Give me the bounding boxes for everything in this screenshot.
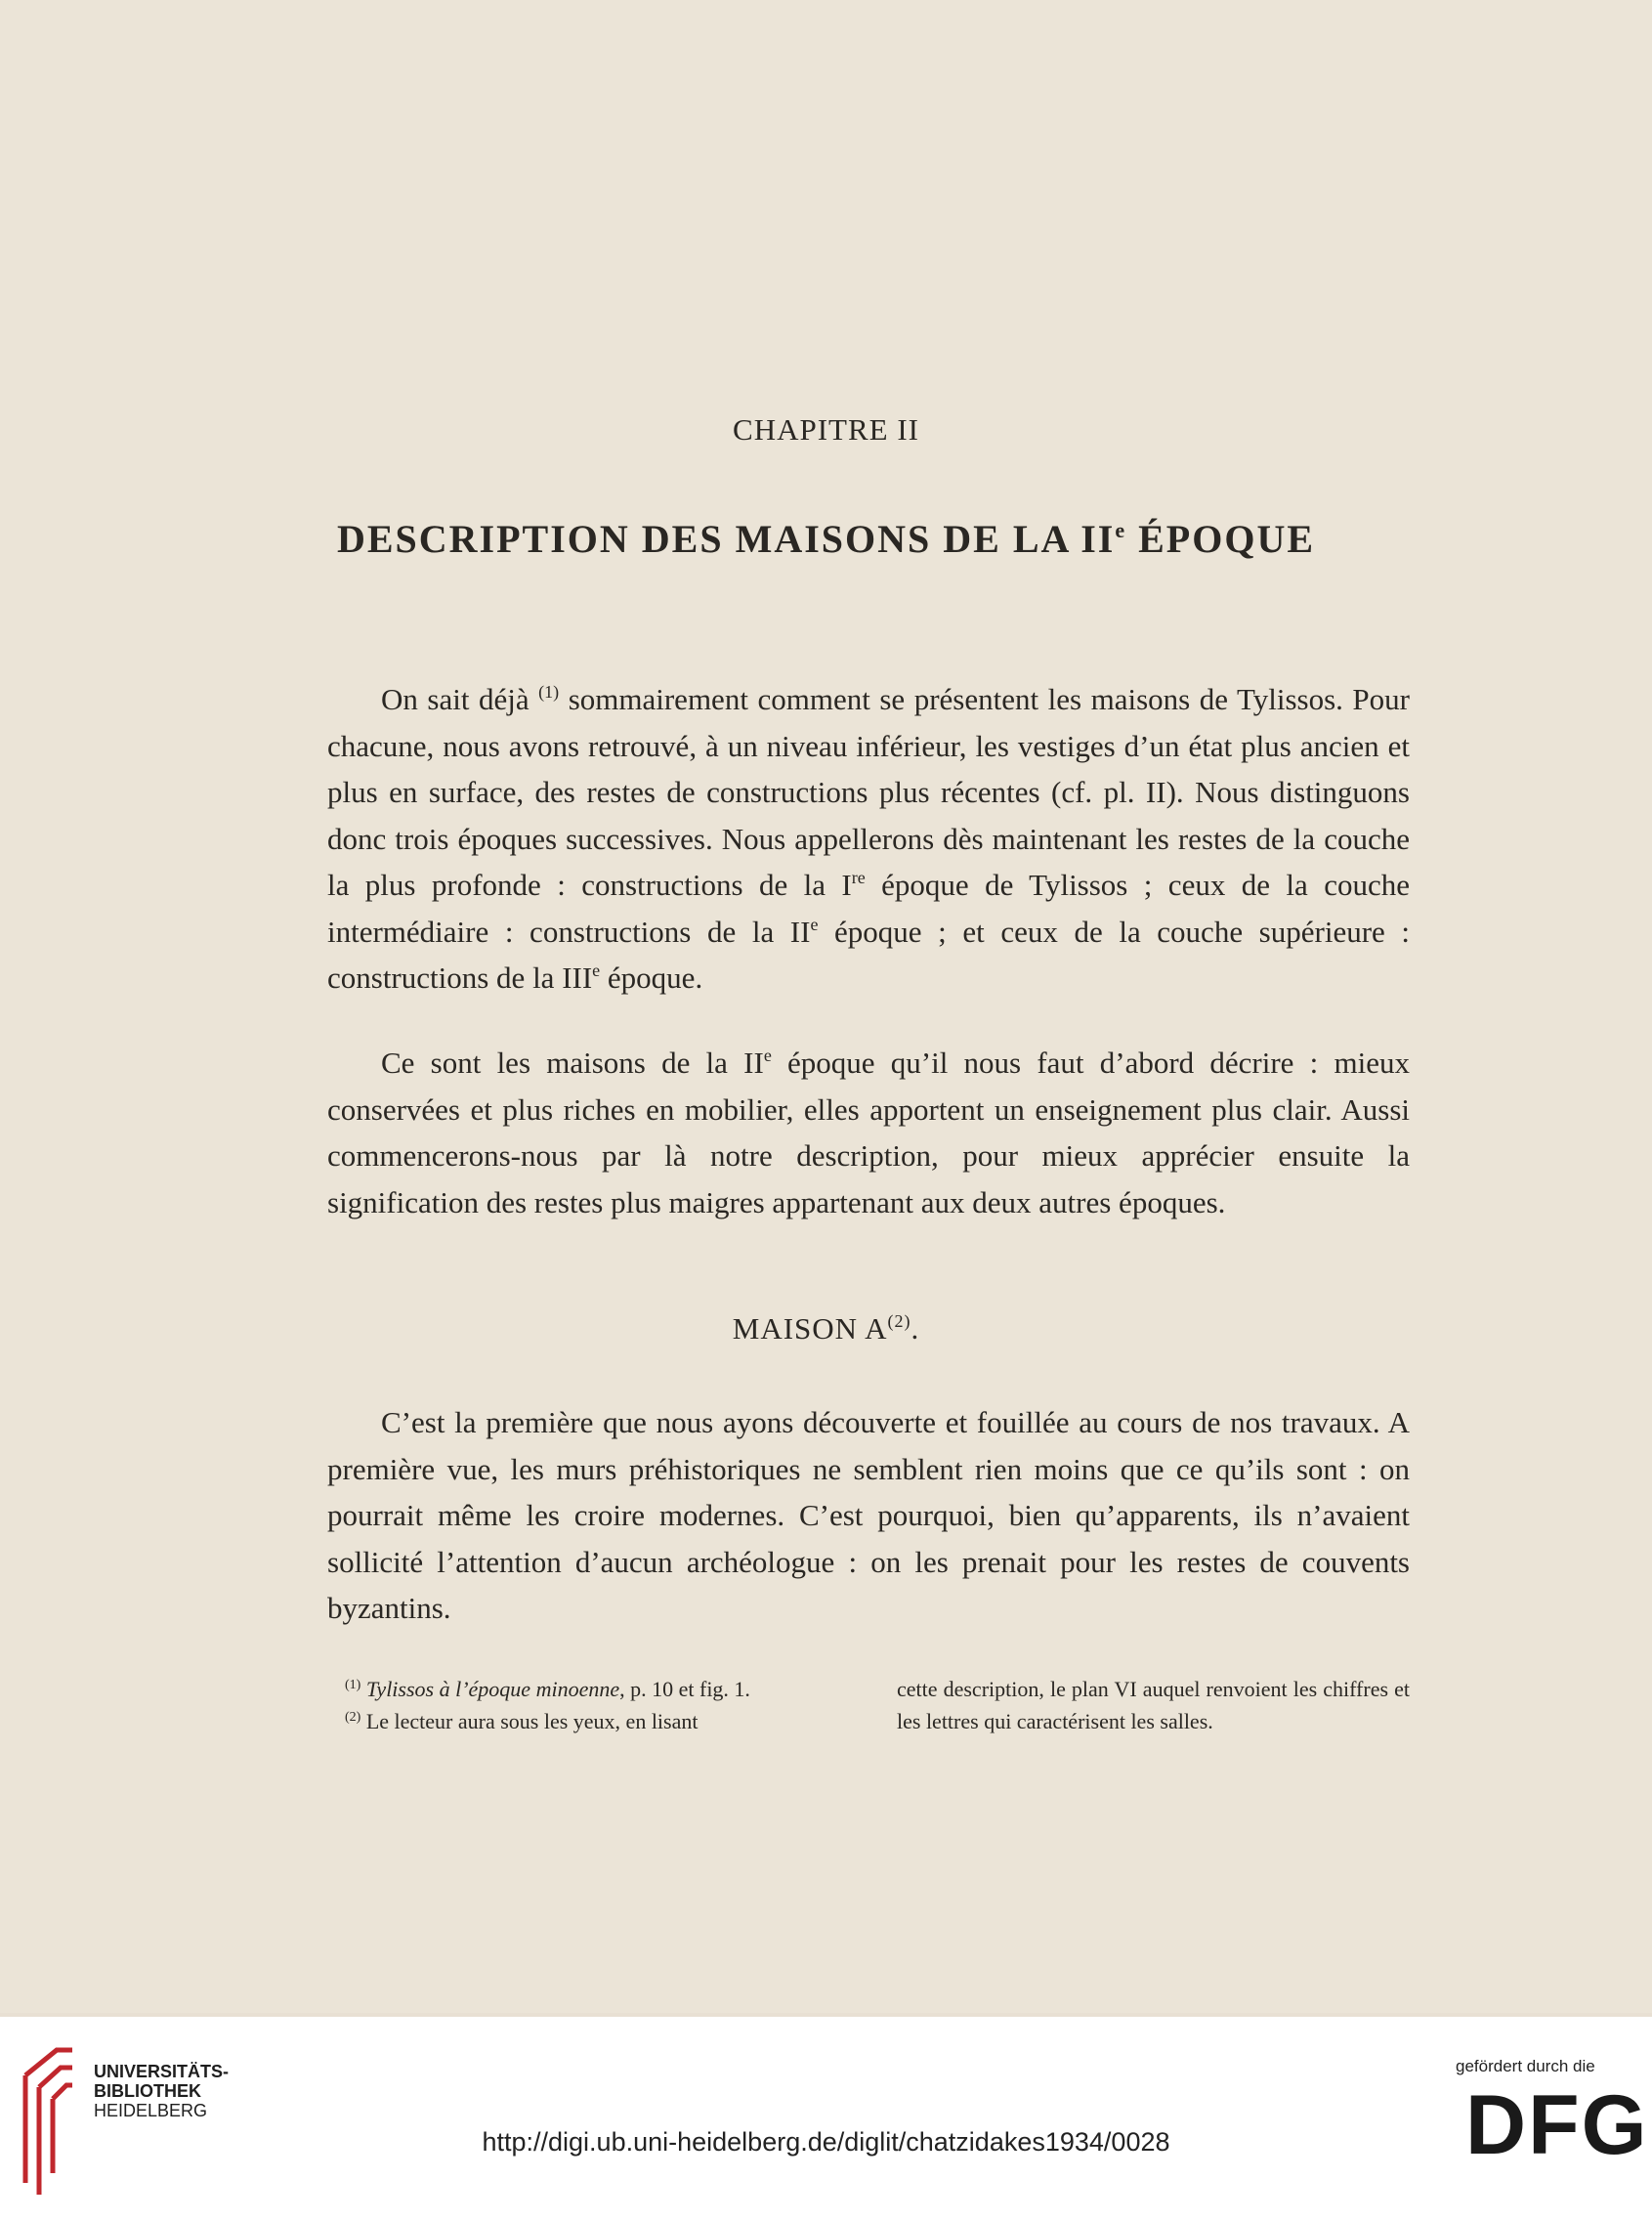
superscript: e — [810, 914, 819, 934]
paragraph-3 — [327, 1399, 1410, 1632]
paragraph-1-text: époque ; et ceux de la couche supérieure : constructions de la III — [327, 914, 1410, 995]
paragraph-1-text: époque. — [600, 961, 703, 995]
footnotes-right-column — [897, 1673, 1410, 1737]
dfg-caption: gefördert durch die — [1456, 2057, 1595, 2075]
footnote-1-mark: (1) — [345, 1678, 361, 1692]
superscript: e — [763, 1046, 772, 1065]
footer-bar — [0, 2017, 1652, 2222]
superscript: re — [851, 868, 866, 887]
paragraph-1-text: sommairement comment se présentent les maisons de Tylissos. Pour chacune, nous avons retrouvé, à un niveau inférieur, les vestiges d’un état plus ancien et plus en surface, des restes de constructions plus récentes (cf. pl. II). Nous distinguons donc trois époques successives. Nous appellerons dès maintenant les restes de la couche la plus profonde : constructions de la I — [327, 682, 1410, 902]
paragraph-2-text: époque qu’il nous faut d’abord décrire : mieux conservées et plus riches en mobilier, elles apportent un enseignement plus clair. Aussi commencerons-nous par là notre description, pour mieux apprécier ensuite la signification des restes plus maigres appartenant aux deux autres époques. — [327, 1046, 1410, 1219]
library-name-line-3: HEIDELBERG — [94, 2101, 208, 2120]
footnote-2-continued: cette description, le plan VI auquel renvoient les chiffres et les lettres qui caractérisent les salles. — [897, 1677, 1410, 1733]
superscript: e — [592, 961, 601, 980]
library-name — [94, 2062, 229, 2120]
footnote-2-mark: (2) — [345, 1710, 361, 1725]
paragraph-1-text: époque de Tylissos ; ceux de la couche intermédiaire : constructions de la II — [327, 868, 1410, 949]
chapter-title-end: ÉPOQUE — [1126, 517, 1316, 561]
chapter-title — [0, 516, 1652, 562]
footnote-2 — [327, 1705, 840, 1737]
footnote-2-text: Le lecteur aura sous les yeux, en lisant — [360, 1709, 699, 1733]
paragraph-2-text: Ce sont les maisons de la II — [381, 1046, 764, 1080]
paragraph-1 — [327, 676, 1410, 1002]
footnote-1 — [327, 1673, 840, 1705]
library-name-line-1: UNIVERSITÄTS- — [94, 2062, 230, 2081]
paragraph-3-text: C’est la première que nous ayons découverte et fouillée au cours de nos travaux. A première vue, les murs préhistoriques ne semblent rien moins que ce qu’ils sont : on pourrait même les croire modernes. C’est pourquoi, bien qu’apparents, ils n’avaient sollicité l’attention d’aucun archéologue : on les prenait pour les restes de couvents byzantins. — [327, 1405, 1410, 1625]
paragraph-2 — [327, 1040, 1410, 1225]
footnote-ref-1: (1) — [538, 682, 560, 702]
footnote-1-title: Tylissos à l’époque minoenne — [360, 1677, 620, 1701]
dfg-logo: DFG — [1465, 2078, 1649, 2172]
chapter-title-main: DESCRIPTION DES MAISONS DE LA II — [336, 517, 1116, 561]
chapter-title-superscript: e — [1115, 518, 1127, 542]
footnote-ref-2: (2) — [887, 1311, 911, 1331]
section-title-end: . — [911, 1311, 920, 1346]
university-library-logo-icon — [18, 2036, 78, 2202]
library-name-line-2: BIBLIOTHEK — [94, 2081, 201, 2101]
chapter-heading: CHAPITRE II — [733, 412, 919, 447]
section-title: MAISON A — [732, 1311, 888, 1346]
source-url-link[interactable]: http://digi.ub.uni-heidelberg.de/diglit/chatzidakes1934/0028 — [482, 2127, 1170, 2157]
section-heading — [0, 1311, 1652, 1346]
paragraph-1-text: On sait déjà — [381, 682, 539, 716]
footnotes-left-column — [327, 1673, 840, 1737]
footnote-1-text: , p. 10 et fig. 1. — [619, 1677, 750, 1701]
